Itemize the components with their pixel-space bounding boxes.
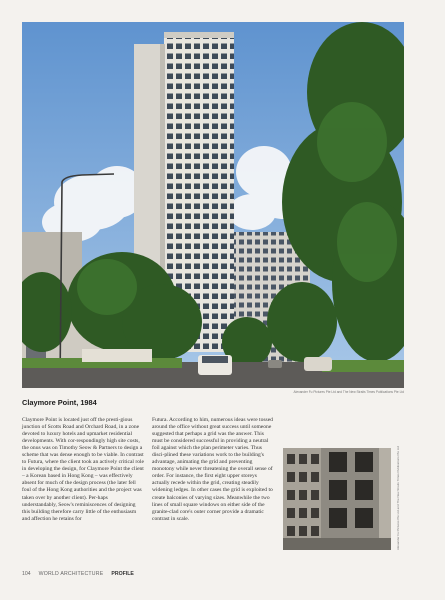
photo-caption: Claymore Point, 1984 xyxy=(22,398,97,407)
body-column-2 xyxy=(152,417,274,523)
publication-name: WORLD ARCHITECTURE xyxy=(38,571,104,577)
photo-credit: Alexander Fu Pictures Pte Ltd and The New Straits Times Publications Pte Ltd xyxy=(293,390,404,394)
side-photo-credit: Alexander Fu Pictures Pte Ltd and The New Straits Times Publications Pte Ltd xyxy=(396,446,400,550)
body-column-1 xyxy=(22,417,144,523)
claymore-point-photo xyxy=(22,22,404,388)
side-photograph xyxy=(283,448,391,550)
page-number: 104 xyxy=(22,571,31,577)
facade-detail-photo xyxy=(283,448,391,550)
page-footer xyxy=(22,571,134,577)
main-photograph xyxy=(22,22,404,388)
body-text-column-2: Futura. According to him, numerous ideas were tossed around the office without great success until someone suggested that perhaps a grid was the answer. This must be considered successful in providing a neutral foil against which the plan perimeter varies. Thus disci-plined these variations work to the building's advantage, animating the grid and preventing monotony while never threatening the overall sense of order. For instance, the first eight upper storeys actually recede within the grid, creating steadily widening ledges. In other cases the grid is exploited to create balconies of varying sizes. Meanwhile the two lines of small square windows on either side of the granite-clad core's outer corner provide a dramatic contrast in scale. xyxy=(152,417,273,522)
body-text-column-1: Claymore Point is located just off the presti-gious junction of Scotts Road and Orchard Road, in a zone devoted to luxury hotels and upmarket residential developments. With cor-respondingly high site costs, the onus was on Timothy Seow & Partners to design a scheme that was dense enough to be viable. In contrast to Futura, where the client took an actively critical role in developing the design, for Claymore Point the client – a Korean based in Hong Kong – was effectively absent for much of the design process (the later fell foul of the Hong Kong authorities and the project was taken over by another client). Per-haps understandably, Seow's reminiscences of designing this building therefore carry little of the enthusiasm and affection he retains for xyxy=(22,417,144,522)
section-name: PROFILE xyxy=(111,571,134,577)
